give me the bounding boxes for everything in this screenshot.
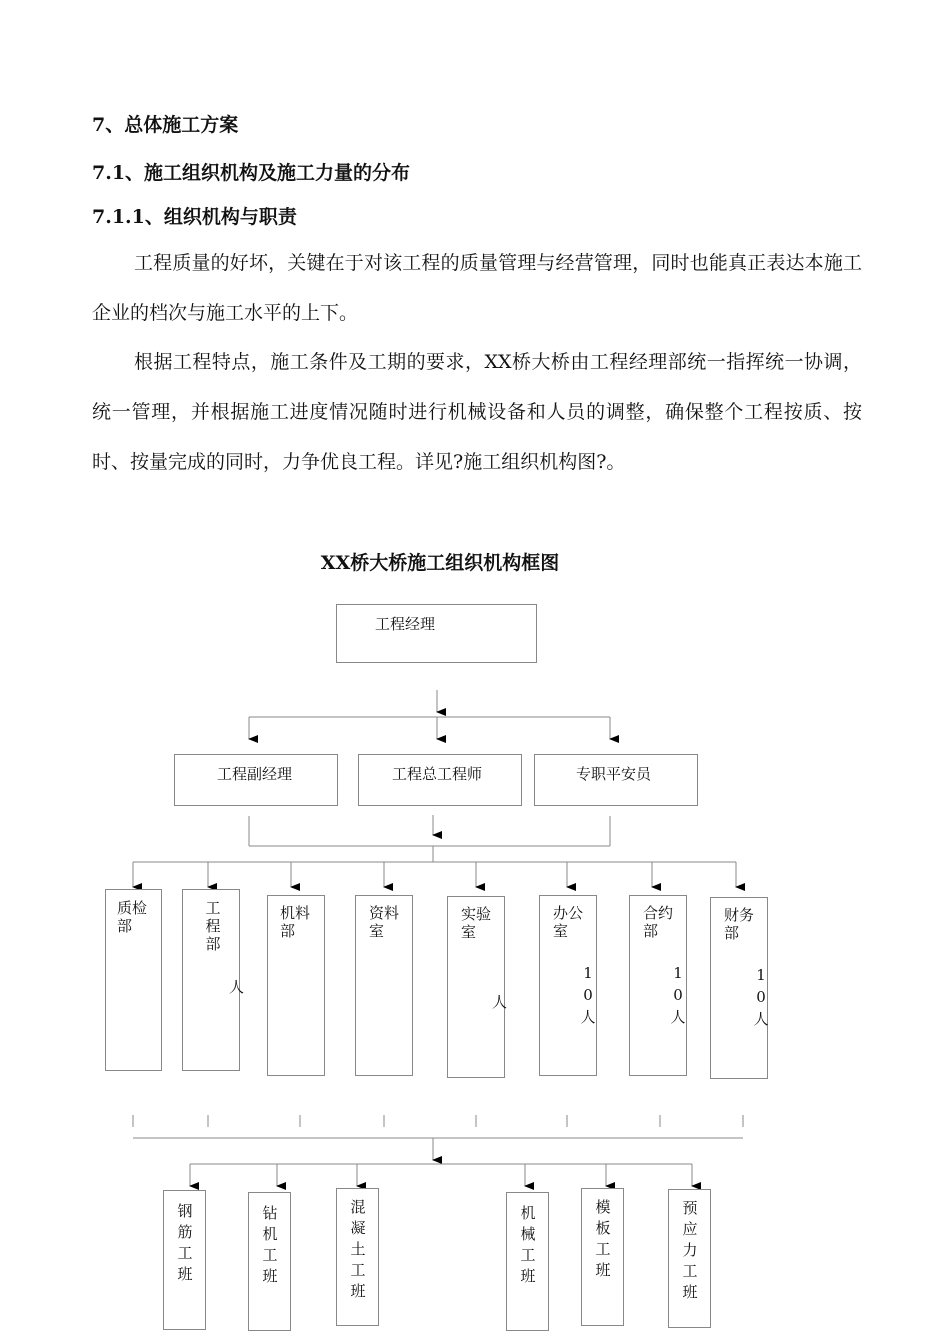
dept-label: 办公室 [553, 904, 584, 940]
dept-label: 机料部 [280, 904, 311, 940]
chart-title: XX桥大桥施工组织机构框图 [320, 552, 560, 574]
dept-note: 10人 [753, 966, 769, 1028]
org-node-label: 工程副经理 [217, 765, 293, 783]
dept-note: 人 [492, 993, 508, 1011]
team-label: 钢筋工班 [177, 1202, 193, 1283]
dept-label: 合约部 [643, 904, 674, 940]
dept-box [355, 895, 413, 1076]
org-node-deputy-manager [174, 754, 338, 806]
dept-note: 人 [229, 978, 245, 996]
team-box [336, 1188, 379, 1326]
dept-box [710, 897, 768, 1079]
org-node-top-label: 工程经理 [375, 615, 436, 633]
dept-label: 财务部 [724, 906, 755, 942]
dept-box [539, 895, 597, 1076]
org-node-safety-officer [534, 754, 698, 806]
team-box [581, 1188, 624, 1326]
dept-note: 10人 [580, 964, 596, 1026]
paragraph-1: 工程质量的好坏，关键在于对该工程的质量管理与经营管理，同时也能真正表达本施工企业的档次与施工水平的上下。 [92, 252, 862, 324]
heading-2: 7.1、施工组织机构及施工力量的分布 [92, 162, 411, 184]
org-node-label: 专职平安员 [576, 765, 652, 783]
team-box [668, 1189, 711, 1328]
team-label: 钻机工班 [262, 1204, 278, 1285]
heading-3: 7.1.1、组织机构与职责 [92, 206, 297, 228]
team-box [506, 1192, 549, 1331]
dept-label: 工程部 [205, 899, 221, 953]
dept-box [629, 895, 687, 1076]
org-node-top [336, 604, 537, 663]
heading-1: 7、总体施工方案 [92, 114, 239, 136]
team-box [163, 1190, 206, 1330]
team-label: 预应力工班 [682, 1199, 698, 1301]
dept-label: 实验室 [461, 905, 492, 941]
dept-box [267, 895, 325, 1076]
team-box [248, 1192, 291, 1331]
paragraph-2: 根据工程特点，施工条件及工期的要求，XX桥大桥由工程经理部统一指挥统一协调，统一管理，并根据施工进度情况随时进行机械设备和人员的调整，确保整个工程按质、按时、按量完成的同时，力争优良工程。详见?施工组织机构图?。 [92, 351, 862, 473]
org-node-chief-engineer [358, 754, 522, 806]
dept-note: 10人 [670, 964, 686, 1026]
team-label: 模板工班 [595, 1198, 611, 1279]
dept-label: 质检部 [117, 899, 148, 935]
dept-label: 资料室 [369, 904, 400, 940]
dept-box [447, 896, 508, 1078]
team-label: 机械工班 [520, 1204, 536, 1285]
dept-box [182, 889, 245, 1071]
dept-box [105, 889, 162, 1071]
team-label: 混凝土工班 [350, 1198, 366, 1300]
org-node-label: 工程总工程师 [392, 765, 483, 783]
